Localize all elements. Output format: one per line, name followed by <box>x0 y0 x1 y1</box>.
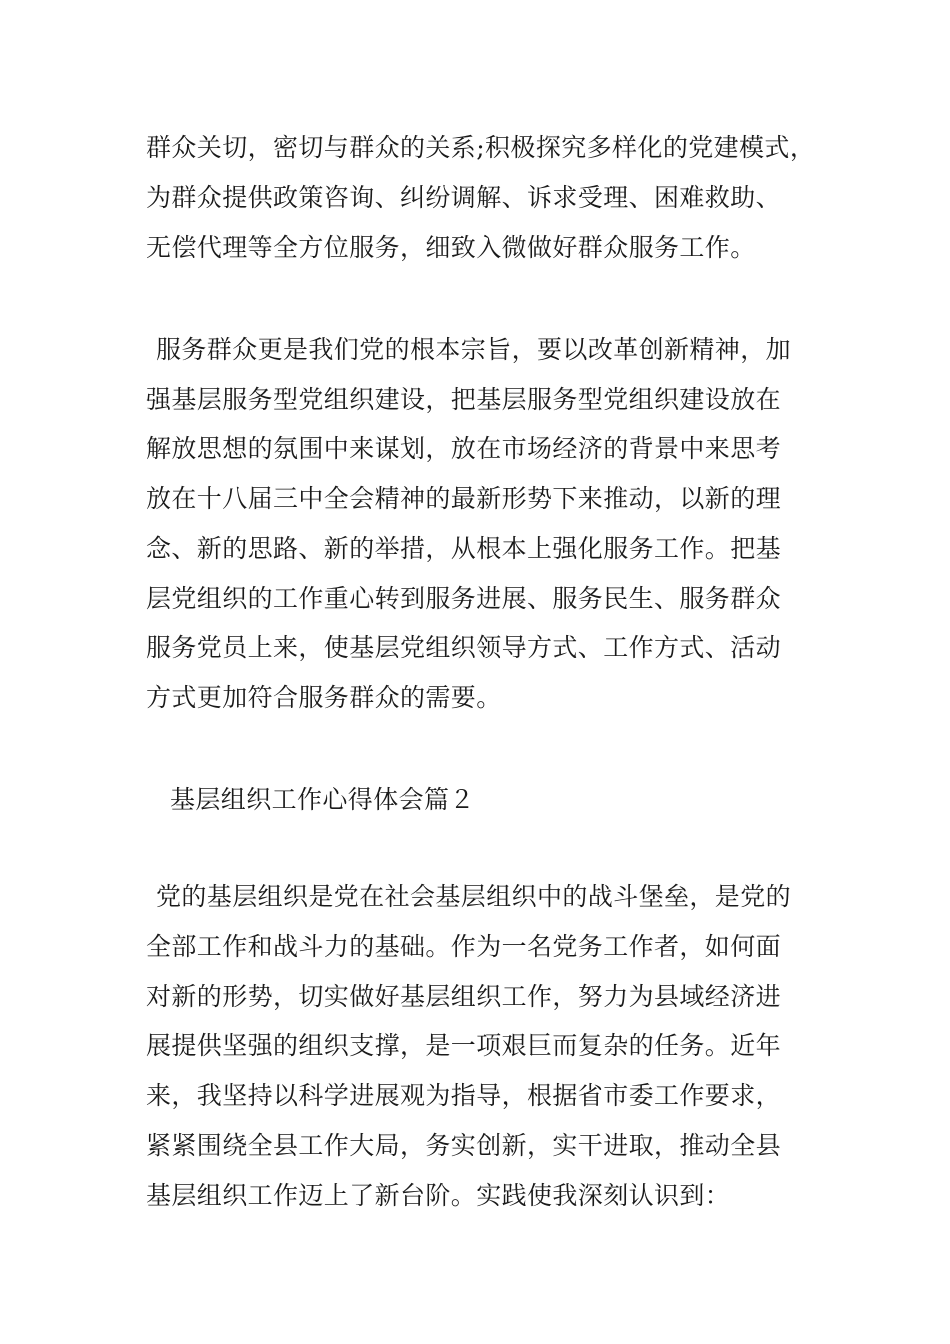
paragraph-2-line-8: 方式更加符合服务群众的需要。 <box>146 683 502 712</box>
paragraph-2-line-3: 解放思想的氛围中来谋划，放在市场经济的背景中来思考 <box>146 434 782 463</box>
paragraph-3-line-2: 全部工作和战斗力的基础。作为一名党务工作者，如何面 <box>146 932 782 961</box>
paragraph-2-line-2: 强基层服务型党组织建设，把基层服务型党组织建设放在 <box>146 385 782 414</box>
paragraph-3-line-7: 基层组织工作迈上了新台阶。实践使我深刻认识到： <box>146 1181 731 1210</box>
paragraph-3-line-5: 来，我坚持以科学进展观为指导，根据省市委工作要求， <box>146 1081 782 1110</box>
paragraph-1-line-2: 为群众提供政策咨询、纠纷调解、诉求受理、困难救助、 <box>146 183 782 212</box>
section-heading: 基层组织工作心得体会篇２ <box>170 785 475 814</box>
paragraph-2-line-4: 放在十八届三中全会精神的最新形势下来推动，以新的理 <box>146 484 782 513</box>
paragraph-1-line-1: 群众关切，密切与群众的关系;积极探究多样化的党建模式， <box>146 133 816 162</box>
paragraph-3-line-6: 紧紧围绕全县工作大局，务实创新，实干进取，推动全县 <box>146 1131 782 1160</box>
paragraph-2-line-6: 层党组织的工作重心转到服务进展、服务民生、服务群众 <box>146 584 782 613</box>
paragraph-2-line-1: 服务群众更是我们党的根本宗旨，要以改革创新精神，加 <box>156 335 792 364</box>
paragraph-3-line-4: 展提供坚强的组织支撑，是一项艰巨而复杂的任务。近年 <box>146 1031 782 1060</box>
paragraph-2-line-7: 服务党员上来，使基层党组织领导方式、工作方式、活动 <box>146 633 782 662</box>
paragraph-2-line-5: 念、新的思路、新的举措，从根本上强化服务工作。把基 <box>146 534 782 563</box>
paragraph-3-line-1: 党的基层组织是党在社会基层组织中的战斗堡垒，是党的 <box>156 882 792 911</box>
paragraph-1-line-3: 无偿代理等全方位服务，细致入微做好群众服务工作。 <box>146 233 756 262</box>
paragraph-3-line-3: 对新的形势，切实做好基层组织工作，努力为县域经济进 <box>146 982 782 1011</box>
